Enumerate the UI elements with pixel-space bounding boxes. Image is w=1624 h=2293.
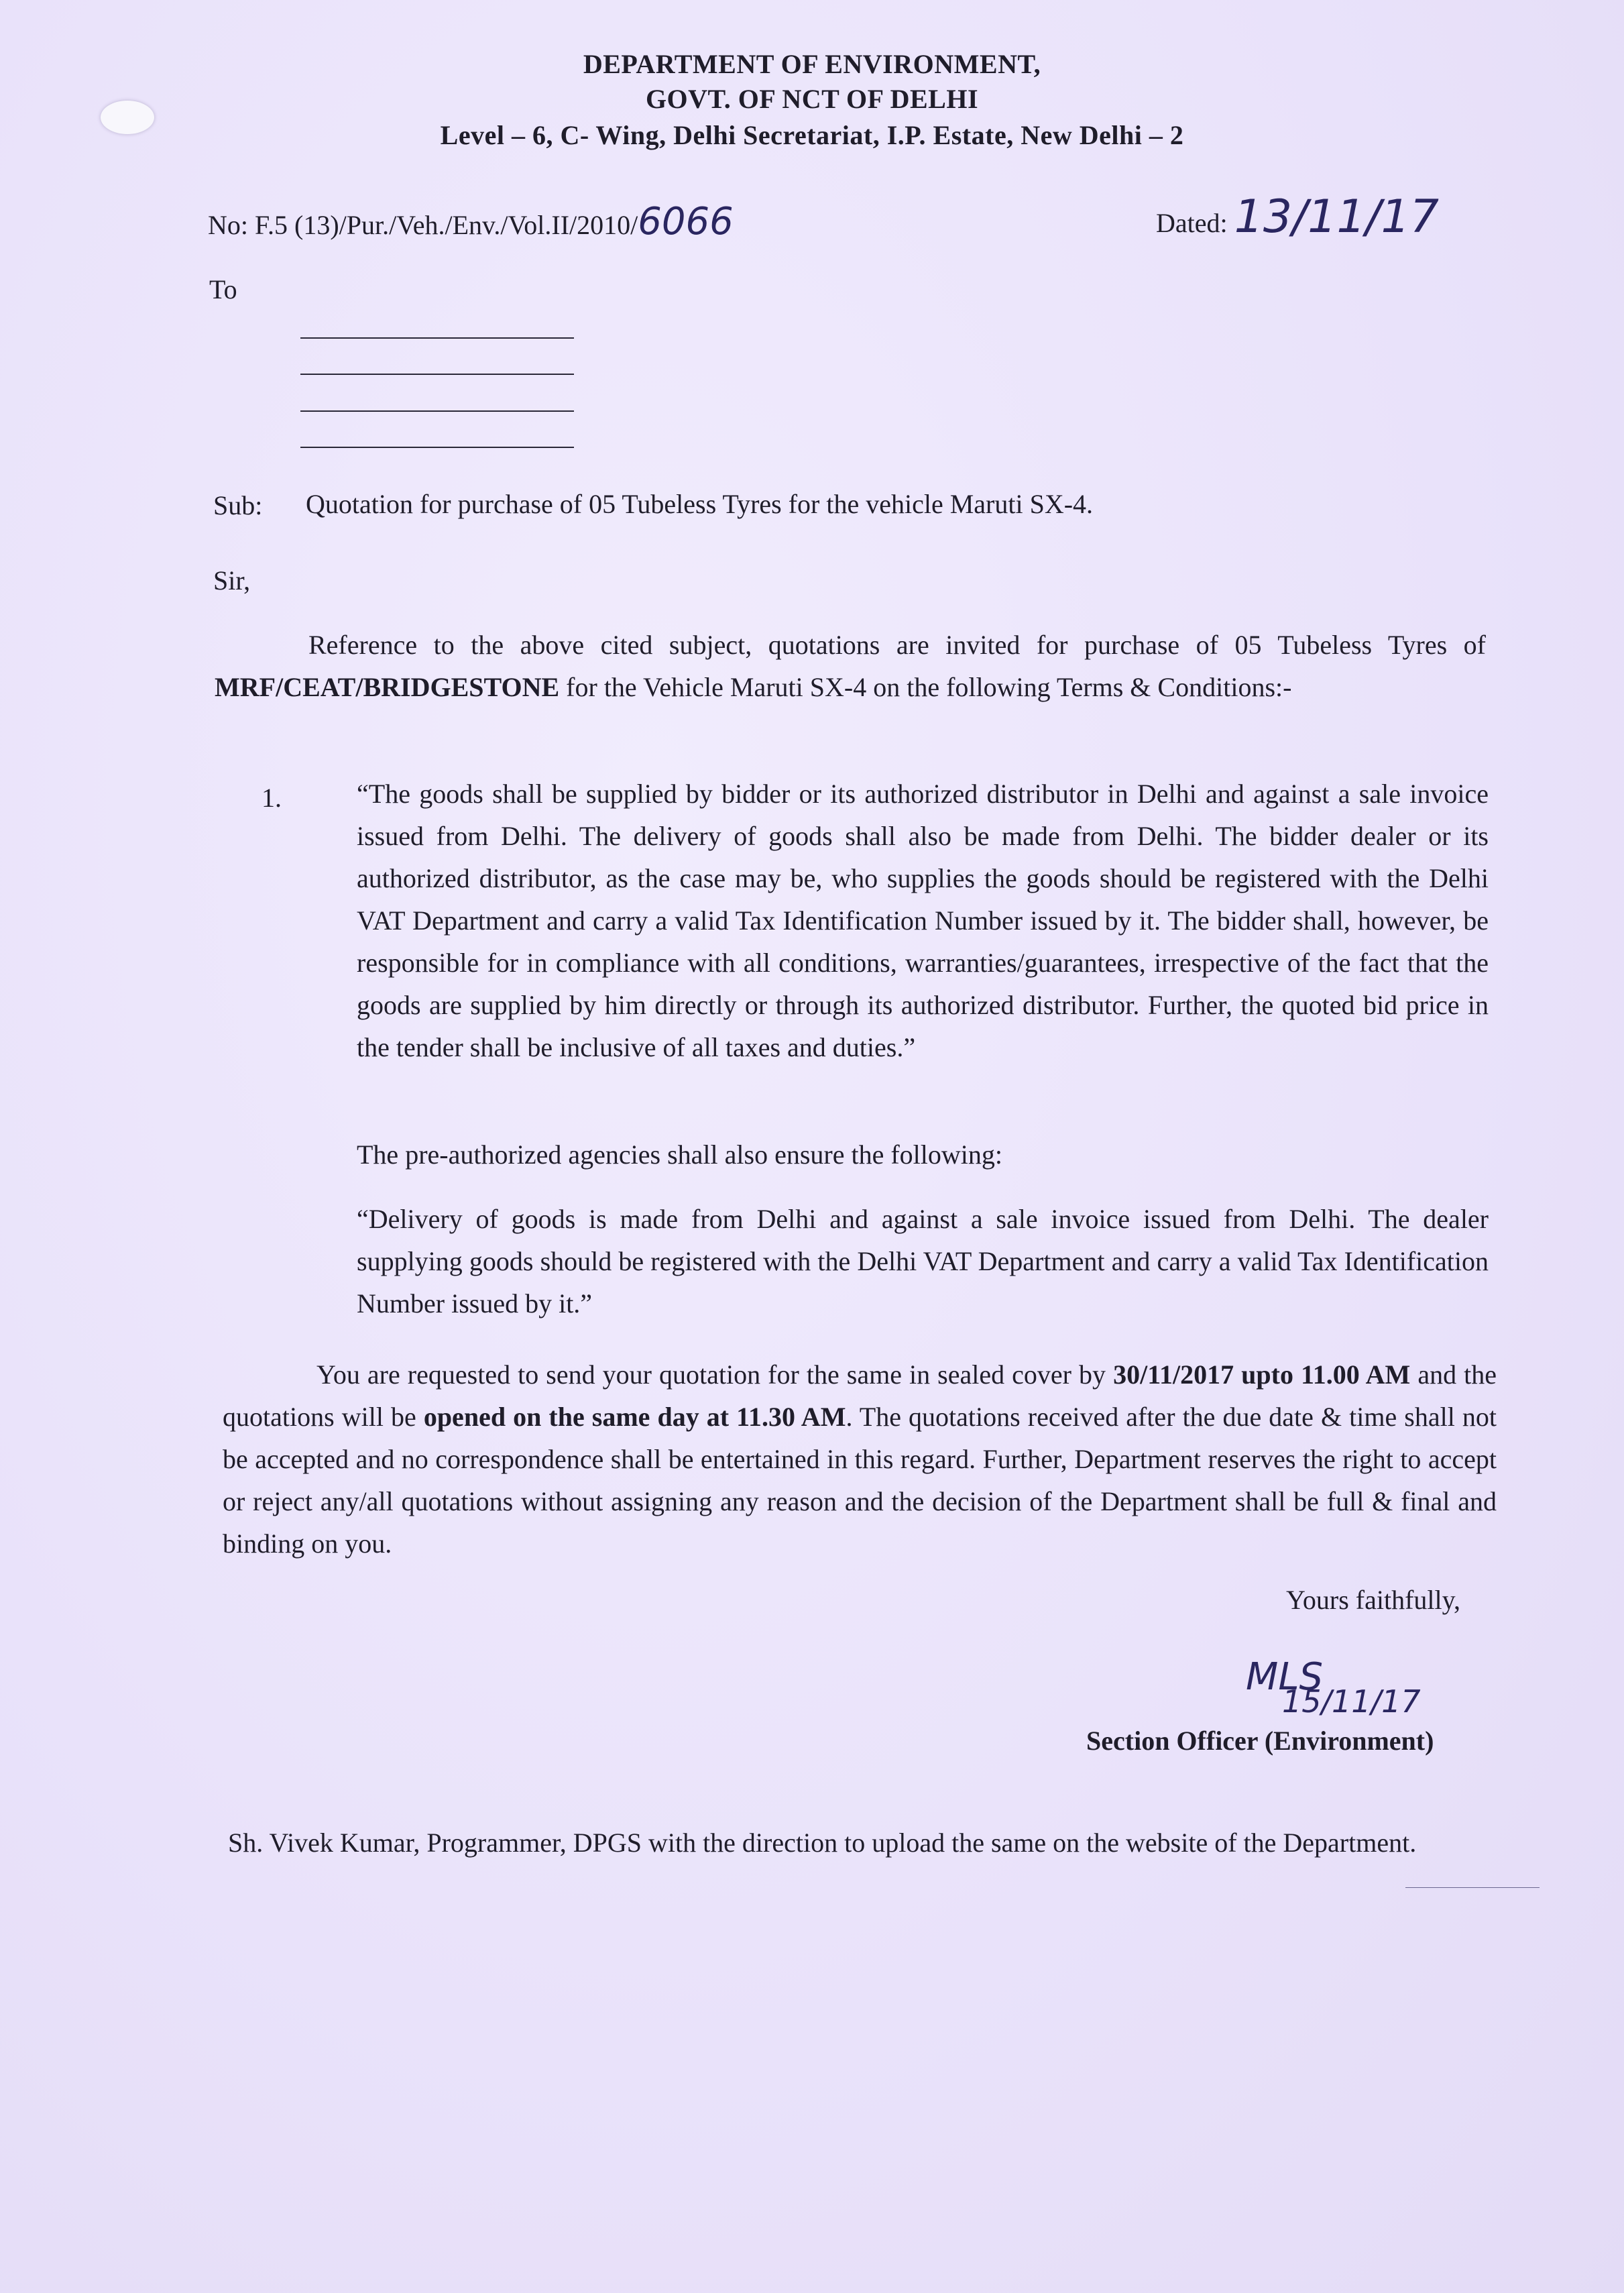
address-line-1: [300, 337, 574, 339]
reference-number: [208, 200, 734, 243]
dated-label: Dated:: [1156, 208, 1228, 238]
condition-quote: “Delivery of goods is made from Delhi and against a sale invoice issued from Delhi. The dealer supplying goods should be registered with the Delhi VAT Department and carry a valid Tax Identification Number issued by it.”: [357, 1204, 1489, 1319]
condition-number: 1.: [262, 783, 282, 813]
dated-handwritten: 13/11/17: [1234, 190, 1440, 243]
request-text-1: You are requested to send your quotation for the same in sealed cover by: [316, 1359, 1114, 1390]
header-department: DEPARTMENT OF ENVIRONMENT,: [583, 49, 1041, 79]
signatory-designation: Section Officer (Environment): [1086, 1726, 1434, 1756]
condition-text: “The goods shall be supplied by bidder or its authorized distributor in Delhi and against a sale invoice issued from Delhi. The delivery of goods shall also be made from Delhi. The bidder dealer or its authorized distributor, as the case may be, who supplies the goods should be registered with the Delhi VAT Department and carry a valid Tax Identification Number issued by it. The bidder shall, however, be responsible for in compliance with all conditions, warranties/guarantees, irrespective of the fact that the goods are supplied by him directly or through its authorized distributor. Further, the quoted bid price in the tender shall be inclusive of all taxes and duties.”: [357, 779, 1489, 1062]
pen-stroke: [1405, 1887, 1540, 1888]
subject-label: Sub:: [213, 490, 263, 520]
reference-number-prefix: No: F.5 (13)/Pur./Veh./Env./Vol.II/2010/: [208, 210, 638, 240]
header-govt: GOVT. OF NCT OF DELHI: [645, 84, 979, 114]
copy-to: Sh. Vivek Kumar, Programmer, DPGS with the direction to upload the same on the website of the Department.: [228, 1828, 1417, 1858]
address-line-3: [300, 410, 574, 412]
dated: [1156, 190, 1439, 243]
intro-text-1: Reference to the above cited subject, quotations are invited for purchase of 05 Tubeless Tyres of: [308, 630, 1486, 660]
intro-text-2: for the Vehicle Maruti SX-4 on the following Terms & Conditions:-: [559, 672, 1292, 702]
request-text-3: . The quotations received after the due date & time shall not be accepted and no correspondence shall be entertained in this regard. Further, Department reserves the right to accept or reject any/all quotations without assigning any reason and the decision of the Department shall be full & final and binding on you.: [223, 1402, 1497, 1559]
to-label: To: [209, 274, 237, 304]
salutation: Sir,: [213, 565, 251, 596]
signature-initials: MLS: [1246, 1655, 1324, 1699]
request-deadline: 30/11/2017 upto 11.00 AM: [1113, 1359, 1411, 1390]
request-paragraph: [223, 1353, 1497, 1565]
intro-paragraph: [215, 624, 1486, 708]
address-line-4: [300, 447, 574, 448]
condition-ensure: The pre-authorized agencies shall also ensure the following:: [357, 1139, 1002, 1170]
address-line-2: [300, 374, 574, 375]
intro-brands: MRF/CEAT/BRIDGESTONE: [215, 672, 560, 702]
request-opening: opened on the same day at 11.30 AM: [423, 1402, 846, 1432]
subject-text: Quotation for purchase of 05 Tubeless Tyres for the vehicle Maruti SX-4.: [306, 489, 1094, 519]
closing: Yours faithfully,: [1286, 1585, 1461, 1615]
reference-number-handwritten: 6066: [638, 200, 734, 243]
header-address: Level – 6, C- Wing, Delhi Secretariat, I.P. Estate, New Delhi – 2: [440, 120, 1184, 150]
request-text-2: and the quotations will be: [223, 1359, 1497, 1432]
signature-date: 15/11/17: [1282, 1683, 1421, 1720]
